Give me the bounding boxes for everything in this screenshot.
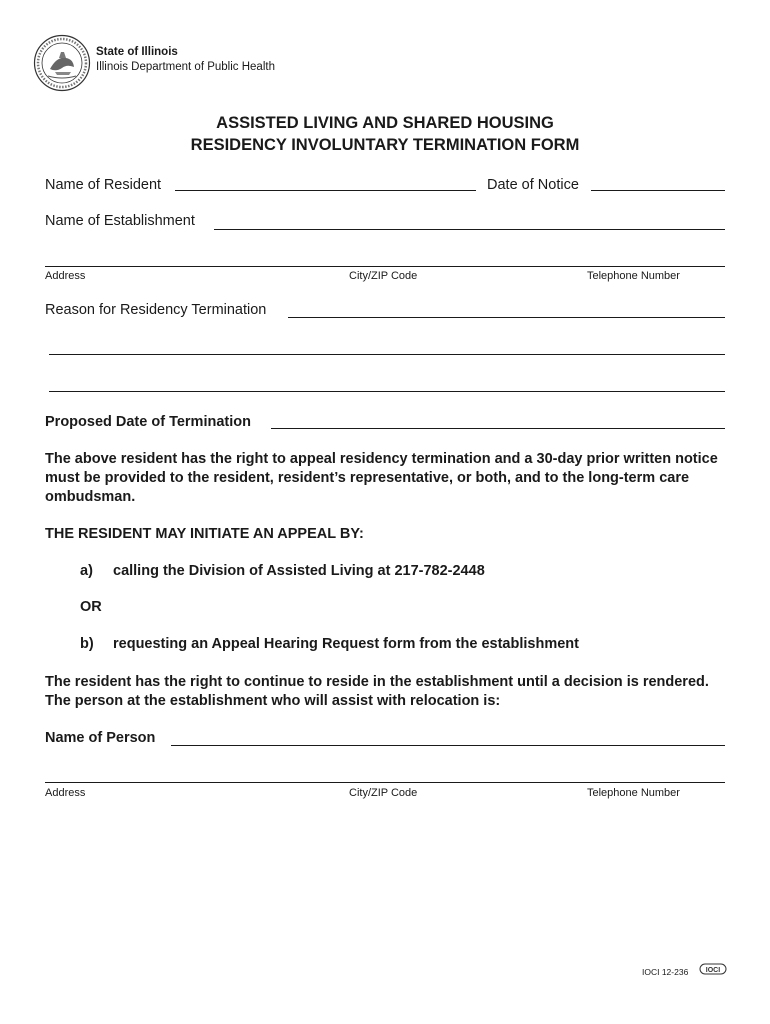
person-city-zip-label: City/ZIP Code <box>349 787 418 799</box>
form-title-line2: RESIDENCY INVOLUNTARY TERMINATION FORM <box>190 136 580 154</box>
form-code: IOCI 12-236 <box>642 967 689 977</box>
appeal-heading: THE RESIDENT MAY INITIATE AN APPEAL BY: <box>45 526 364 542</box>
establishment-name-label: Name of Establishment <box>45 213 195 229</box>
resident-name-field[interactable] <box>175 190 476 191</box>
option-b-text: requesting an Appeal Hearing Request form from the establishment <box>113 636 579 652</box>
agency-state: State of Illinois <box>96 46 178 58</box>
reason-field-line2[interactable] <box>49 354 725 355</box>
date-of-notice-label: Date of Notice <box>487 177 579 193</box>
person-telephone-label: Telephone Number <box>587 787 680 799</box>
proposed-date-field[interactable] <box>271 428 725 429</box>
person-name-field[interactable] <box>171 745 725 746</box>
ioci-logo-icon <box>699 962 727 976</box>
agency-department: Illinois Department of Public Health <box>96 61 275 73</box>
person-address-field[interactable] <box>45 782 725 783</box>
option-a-marker: a) <box>80 563 93 579</box>
establishment-city-zip-label: City/ZIP Code <box>349 270 418 282</box>
continue-reside-paragraph: The resident has the right to continue to reside in the establishment until a decision is rendered. The person at the establishment who will assist with relocation is: <box>45 674 709 709</box>
reason-field-line1[interactable] <box>288 317 725 318</box>
resident-name-label: Name of Resident <box>45 177 162 193</box>
reason-label: Reason for Residency Termination <box>45 302 267 318</box>
establishment-telephone-label: Telephone Number <box>587 270 680 282</box>
option-a-text: calling the Division of Assisted Living at 217-782-2448 <box>113 563 485 579</box>
svg-text:IOCI: IOCI <box>705 967 721 974</box>
person-address-label: Address <box>45 787 86 799</box>
proposed-date-label: Proposed Date of Termination <box>45 414 251 430</box>
reason-field-line3[interactable] <box>49 391 725 392</box>
establishment-name-field[interactable] <box>214 229 725 230</box>
state-seal-icon <box>33 34 91 92</box>
option-b-marker: b) <box>80 636 94 652</box>
establishment-address-label: Address <box>45 270 86 282</box>
or-text: OR <box>80 599 102 615</box>
date-of-notice-field[interactable] <box>591 190 725 191</box>
appeal-right-paragraph: The above resident has the right to appeal residency termination and a 30-day prior written notice must be provided to the resident, resident’s representative, or both, and to the long-term care ombudsman. <box>45 451 718 505</box>
form-title-line1: ASSISTED LIVING AND SHARED HOUSING <box>216 114 554 132</box>
establishment-address-field[interactable] <box>45 266 725 267</box>
person-name-label: Name of Person <box>45 730 156 746</box>
